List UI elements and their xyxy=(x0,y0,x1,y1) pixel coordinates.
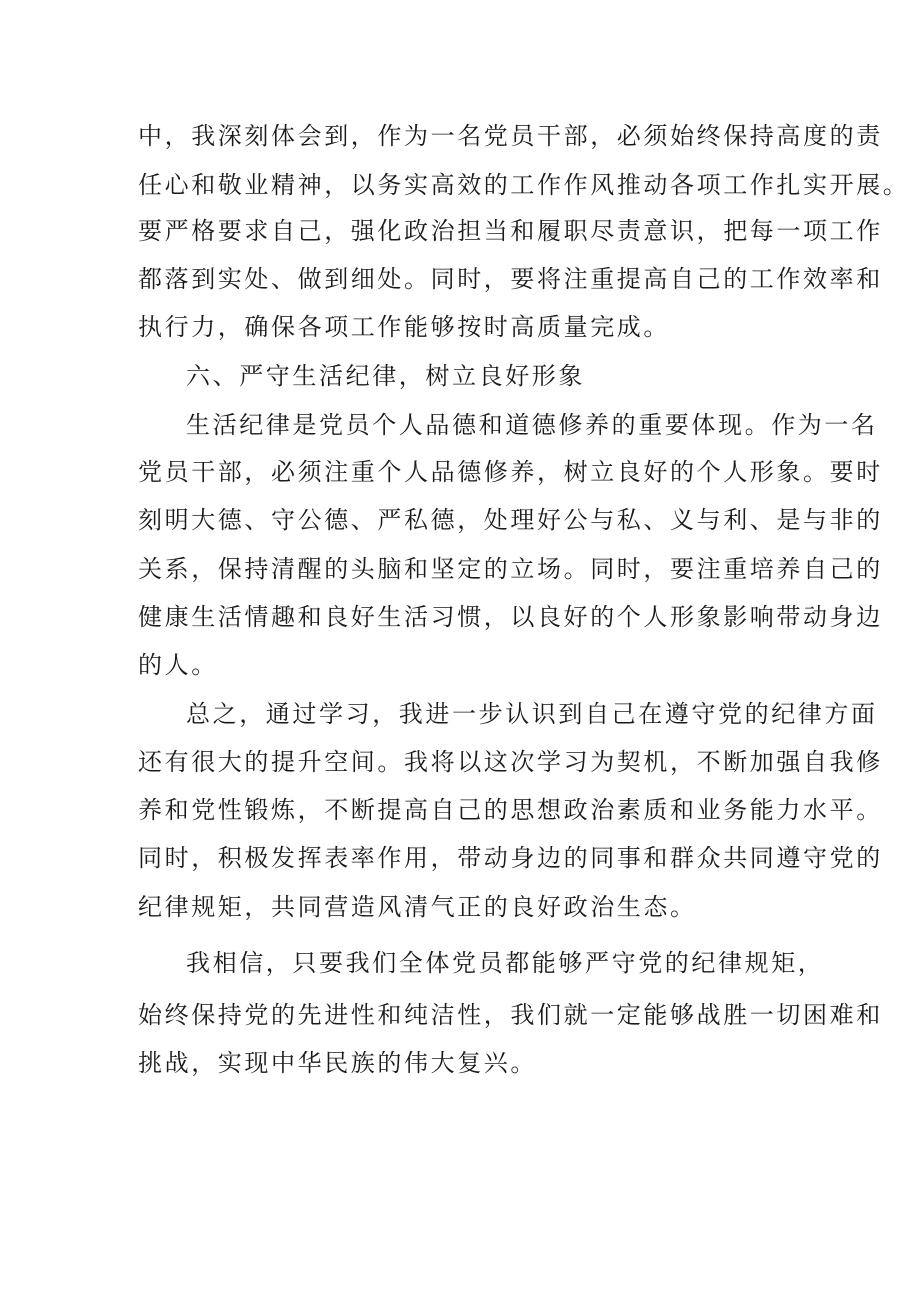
paragraph-line: 我相信，只要我们全体党员都能够严守党的纪律规矩， xyxy=(186,949,825,977)
paragraph-line: 始终保持党的先进性和纯洁性，我们就一定能够战胜一切困难和 xyxy=(138,1001,883,1029)
paragraph-line: 都落到实处、做到细处。同时，要将注重提高自己的工作效率和 xyxy=(138,265,883,293)
paragraph-line: 生活纪律是党员个人品德和道德修养的重要体现。作为一名 xyxy=(186,411,878,439)
paragraph-line: 关系，保持清醒的头脑和坚定的立场。同时，要注重培养自己的 xyxy=(138,555,883,583)
paragraph-line: 总之，通过学习，我进一步认识到自己在遵守党的纪律方面 xyxy=(186,700,878,728)
paragraph-line: 刻明大德、守公德、严私德，处理好公与私、义与利、是与非的 xyxy=(138,506,883,534)
paragraph-line: 的人。 xyxy=(138,651,218,679)
paragraph-line: 挑战，实现中华民族的伟大复兴。 xyxy=(138,1049,537,1077)
paragraph-line: 任心和敬业精神，以务实高效的工作作风推动各项工作扎实开展。 xyxy=(138,171,910,199)
paragraph-line: 还有很大的提升空间。我将以这次学习为契机，不断加强自我修 xyxy=(138,748,883,776)
paragraph-line: 纪律规矩，共同营造风清气正的良好政治生态。 xyxy=(138,893,697,921)
paragraph-line: 中，我深刻体会到，作为一名党员干部，必须始终保持高度的责 xyxy=(138,122,883,150)
paragraph-line: 养和党性锻炼，不断提高自己的思想政治素质和业务能力水平。 xyxy=(138,796,883,824)
paragraph-line: 党员干部，必须注重个人品德修养，树立良好的个人形象。要时 xyxy=(138,458,883,486)
paragraph-line: 健康生活情趣和良好生活习惯，以良好的个人形象影响带动身边 xyxy=(138,603,883,631)
paragraph-line: 要严格要求自己，强化政治担当和履职尽责意识，把每一项工作 xyxy=(138,217,883,245)
paragraph-line: 同时，积极发挥表率作用，带动身边的同事和群众共同遵守党的 xyxy=(138,844,883,872)
paragraph-line: 执行力，确保各项工作能够按时高质量完成。 xyxy=(138,313,670,341)
section-heading: 六、严守生活纪律，树立良好形象 xyxy=(186,362,585,390)
